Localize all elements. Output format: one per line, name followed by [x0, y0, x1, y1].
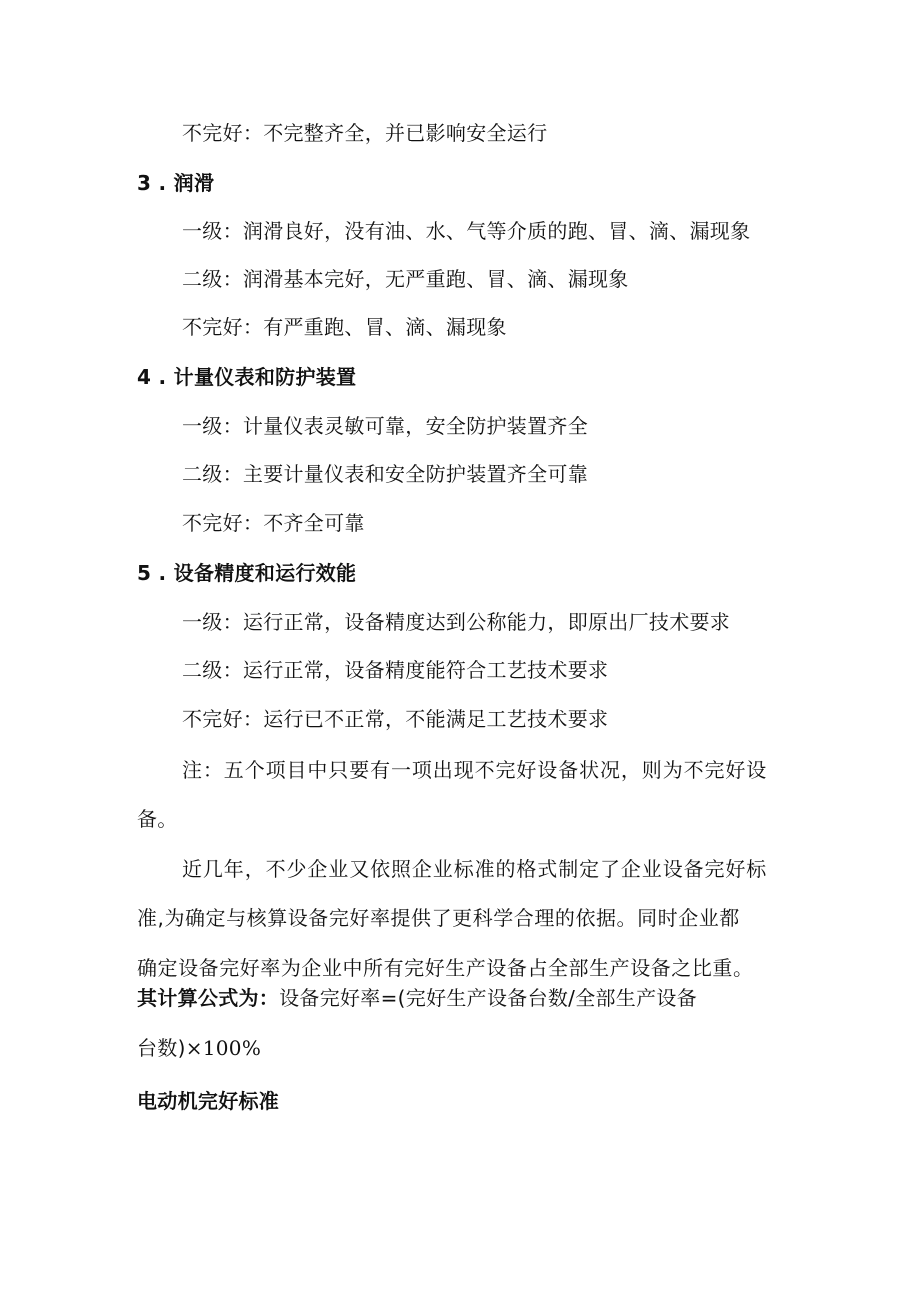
formula-text: 设备完好率=(完好生产设备台数/全部生产设备 [279, 986, 698, 1010]
note-line: 备。 [137, 807, 178, 831]
final-heading: 电动机完好标准 [137, 1089, 280, 1113]
formula-label: 其计算公式为： [137, 986, 280, 1010]
paragraph-line: 近几年，不少企业又依照企业标准的格式制定了企业设备完好标 [182, 857, 768, 881]
paragraph-line: 准,为确定与核算设备完好率提供了更科学合理的依据。同时企业都 [137, 906, 740, 930]
text-line: 二级：润滑基本完好，无严重跑、冒、滴、漏现象 [182, 267, 629, 291]
section-heading-lubrication: 3 . 润滑 [137, 171, 215, 195]
text-line: 不完好：运行已不正常，不能满足工艺技术要求 [182, 707, 609, 731]
formula-end: 台数) [137, 1036, 186, 1060]
paragraph-line: 确定设备完好率为企业中所有完好生产设备占全部生产设备之比重。 [137, 956, 754, 980]
formula-line [137, 985, 697, 1011]
note-line: 注：五个项目中只要有一项出现不完好设备状况，则为不完好设 [182, 758, 768, 782]
section-heading-instruments: 4 . 计量仪表和防护装置 [137, 365, 357, 389]
text-line: 不完好：不齐全可靠 [182, 511, 365, 535]
text-line: 二级：运行正常，设备精度能符合工艺技术要求 [182, 658, 609, 682]
text-line: 不完好：不完整齐全，并已影响安全运行 [182, 121, 548, 145]
text-line: 一级：润滑良好，没有油、水、气等介质的跑、冒、滴、漏现象 [182, 219, 751, 243]
text-line: 一级：计量仪表灵敏可靠，安全防护装置齐全 [182, 414, 588, 438]
formula-end-line [137, 1035, 261, 1061]
text-line: 二级：主要计量仪表和安全防护装置齐全可靠 [182, 462, 588, 486]
text-line: 一级：运行正常，设备精度达到公称能力，即原出厂技术要求 [182, 610, 731, 634]
formula-suffix: ×100% [185, 1036, 262, 1060]
text-line: 不完好：有严重跑、冒、滴、漏现象 [182, 315, 507, 339]
section-heading-precision: 5 . 设备精度和运行效能 [137, 561, 357, 585]
